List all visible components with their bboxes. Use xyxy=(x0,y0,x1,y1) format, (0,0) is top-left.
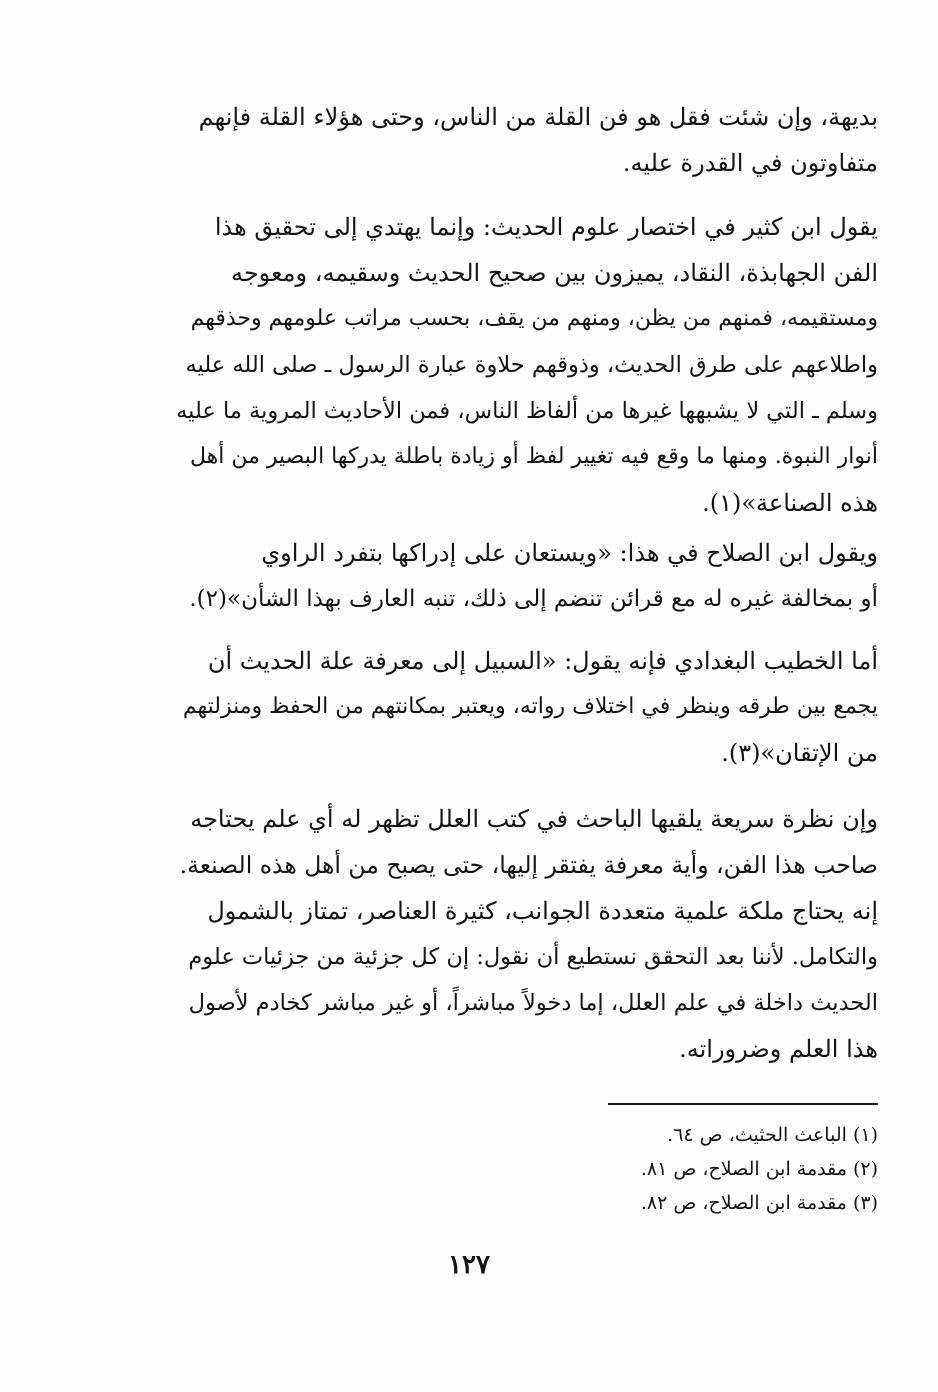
text-line: يقول ابن كثير في اختصار علوم الحديث: وإنما يهتدي إلى تحقيق هذا xyxy=(214,213,878,241)
text-line: صاحب هذا الفن، وأية معرفة يفتقر إليها، حتى يصبح من أهل هذه الصنعة. xyxy=(179,851,878,879)
paragraph-1 xyxy=(176,94,878,186)
footnote-divider xyxy=(608,1103,878,1105)
text-line: أما الخطيب البغدادي فإنه يقول: «السبيل إلى معرفة علة الحديث أن xyxy=(207,647,878,675)
text-line: ومستقيمه، فمنهم من يظن، ومنهم من يقف، بحسب مراتب علومهم وحذقهم xyxy=(190,306,878,331)
text-line: هذا العلم وضروراته. xyxy=(679,1035,878,1063)
text-line: من الإتقان»(٣). xyxy=(721,739,878,767)
paragraph-3 xyxy=(176,530,878,622)
text-line: أنوار النبوة. ومنها ما وقع فيه تغيير لفظ أو زيادة باطلة يدركها البصير من أهل xyxy=(189,444,878,469)
paragraph-4 xyxy=(176,638,878,776)
text-line: إنه يحتاج ملكة علمية متعددة الجوانب، كثيرة العناصر، تمتاز بالشمول xyxy=(207,897,878,925)
text-line: الفن الجهابذة، النقاد، يميزون بين صحيح الحديث وسقيمه، ومعوجه xyxy=(230,259,878,287)
footnote-2: (٢) مقدمة ابن الصلاح، ص ٨١. xyxy=(640,1158,878,1180)
text-line: بديهة، وإن شئت فقل هو فن القلة من الناس، وحتى هؤلاء القلة فإنهم xyxy=(198,103,878,131)
footnote-3: (٣) مقدمة ابن الصلاح، ص ٨٢. xyxy=(640,1192,878,1214)
text-line: أو بمخالفة غيره له مع قرائن تنضم إلى ذلك، تنبه العارف بهذا الشأن»(٢). xyxy=(189,586,878,612)
footnotes xyxy=(420,1118,878,1220)
text-line: واطلاعهم على طرق الحديث، وذوقهم حلاوة عبارة الرسول ـ صلى الله عليه xyxy=(185,352,878,378)
paragraph-5 xyxy=(176,796,878,1072)
text-line: وسلم ـ التي لا يشبهها غيرها من ألفاظ الناس، فمن الأحاديث المروية ما عليه xyxy=(176,398,878,424)
text-line: ويقول ابن الصلاح في هذا: «ويستعان على إدراكها بتفرد الراوي xyxy=(261,539,878,567)
page-number: ١٢٧ xyxy=(448,1250,490,1280)
text-line: وإن نظرة سريعة يلقيها الباحث في كتب العلل تظهر له أي علم يحتاجه xyxy=(190,805,878,833)
text-line: الحديث داخلة في علم العلل، إما دخولاً مباشراً، أو غير مباشر كخادم لأصول xyxy=(188,990,878,1016)
text-line: هذه الصناعة»(١). xyxy=(702,489,878,517)
text-line: والتكامل. لأننا بعد التحقق نستطيع أن نقول: إن كل جزئية من جزئيات علوم xyxy=(188,944,878,970)
paragraph-2 xyxy=(176,204,878,526)
text-line: متفاوتون في القدرة عليه. xyxy=(622,149,878,177)
footnote-1: (١) الباعث الحثيث، ص ٦٤. xyxy=(667,1124,878,1146)
text-line: يجمع بين طرقه وينظر في اختلاف رواته، ويعتبر بمكانتهم من الحفظ ومنزلتهم xyxy=(182,694,878,719)
